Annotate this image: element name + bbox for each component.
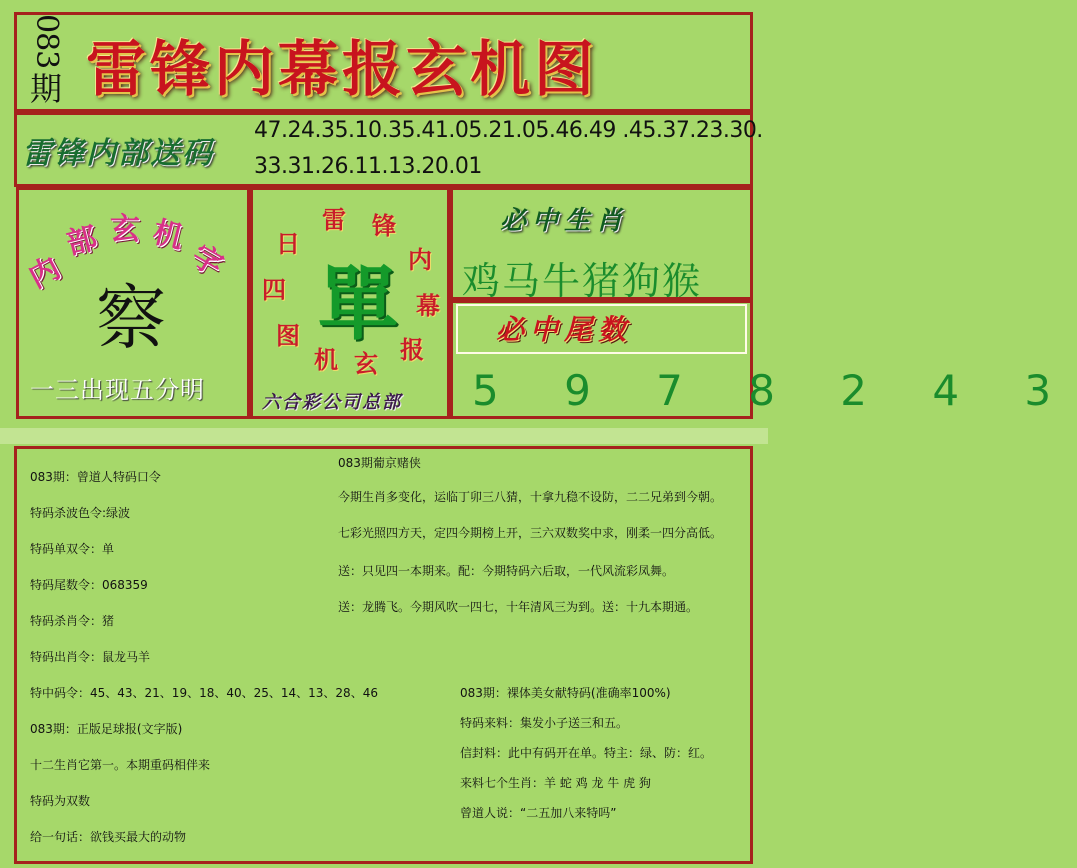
left-ring-char: 玄: [110, 212, 140, 247]
right-text-line: 曾道人说：“二五加八来特吗”: [460, 806, 617, 820]
right-text-line: 七彩光照四方天，定四今期榜上开，三六双数奖中求，刚柔一四分高低。: [338, 526, 723, 540]
left-text-line: 十二生肖它第一。本期重码相伴来: [30, 758, 211, 772]
numbers-line-1: 47.24.35.10.35.41.05.21.05.46.49 .45.37.23.30.: [254, 118, 763, 143]
tail-digit-label: 必中尾数: [496, 313, 633, 346]
left-text-line: 083期：曾道人特码口令: [30, 470, 161, 484]
middle-ring-char: 雷: [322, 205, 346, 234]
middle-ring-char: 日: [276, 229, 300, 258]
right-text-line: 083期：裸体美女献特码(准确率100%): [460, 686, 671, 700]
left-text-line: 给一句话：欲钱买最大的动物: [30, 830, 187, 844]
middle-ring-char: 图: [276, 321, 300, 350]
left-text-line: 特码尾数令：068359: [30, 578, 148, 592]
issue-number-digits: 083: [29, 14, 64, 69]
left-text-line: 特码杀波色令:绿波: [30, 506, 131, 520]
middle-ring-char: 机: [314, 345, 338, 374]
right-text-line: 送：龙腾飞。今期风吹一四七，十年清风三为到。送：十九本期通。: [338, 600, 699, 614]
tail-digits: 5 9 7 8 2 4 3: [472, 366, 1077, 415]
right-text-line: 特码来料：集发小子送三和五。: [460, 716, 629, 730]
middle-ring-char: 报: [400, 335, 424, 364]
middle-ring-char: 四: [262, 275, 286, 304]
left-text-line: 特码杀肖令：猪: [30, 614, 115, 628]
left-text-line: 特中码令：45、43、21、19、18、40、25、14、13、28、46: [30, 686, 378, 700]
left-text-line: 特码单双令：单: [30, 542, 115, 556]
right-text-line: 送：只见四一本期来。配：今期特码六后取，一代风流彩凤舞。: [338, 564, 675, 578]
left-ring-char: 字: [185, 238, 229, 284]
single-character: 單: [318, 257, 398, 351]
left-ring-char: 机: [149, 214, 187, 257]
right-text-line: 083期葡京赌侠: [338, 456, 421, 470]
hint-character: 察: [96, 277, 166, 359]
middle-ring-char: 玄: [354, 349, 378, 378]
divider-strip: [0, 428, 768, 444]
page-title: 雷锋内幕报玄机图: [86, 35, 598, 105]
right-text-line: 今期生肖多变化，运临丁卯三八猜，十拿九稳不设防，二二兄弟到今朝。: [338, 490, 723, 504]
right-text-line: 信封料：此中有码开在单。特主：绿、防：红。: [460, 746, 713, 760]
middle-ring-char: 锋: [372, 211, 396, 240]
issue-number: [26, 14, 66, 109]
right-text-line: 来料七个生肖：羊 蛇 鸡 龙 牛 虎 狗: [460, 776, 651, 790]
middle-ring-char: 幕: [416, 291, 440, 320]
middle-ring-char: 内: [408, 245, 432, 274]
left-text-line: 特码出肖令：鼠龙马羊: [30, 650, 151, 664]
left-ring-char: 内: [23, 250, 67, 296]
zodiac-label: 必中生肖: [500, 206, 629, 236]
left-text-line: 特码为双数: [30, 794, 91, 808]
left-text-line: 083期：正版足球报(文字版): [30, 722, 183, 736]
numbers-line-2: 33.31.26.11.13.20.01: [254, 154, 482, 179]
zodiac-list: 鸡马牛猪狗猴: [462, 259, 703, 303]
company-label: 六合彩公司总部: [262, 392, 402, 413]
numbers-label: 雷锋内部送码: [22, 136, 214, 171]
left-slogan: 一三出现五分明: [30, 376, 205, 404]
issue-suffix: 期: [29, 70, 62, 109]
left-ring-char: 部: [63, 220, 101, 263]
